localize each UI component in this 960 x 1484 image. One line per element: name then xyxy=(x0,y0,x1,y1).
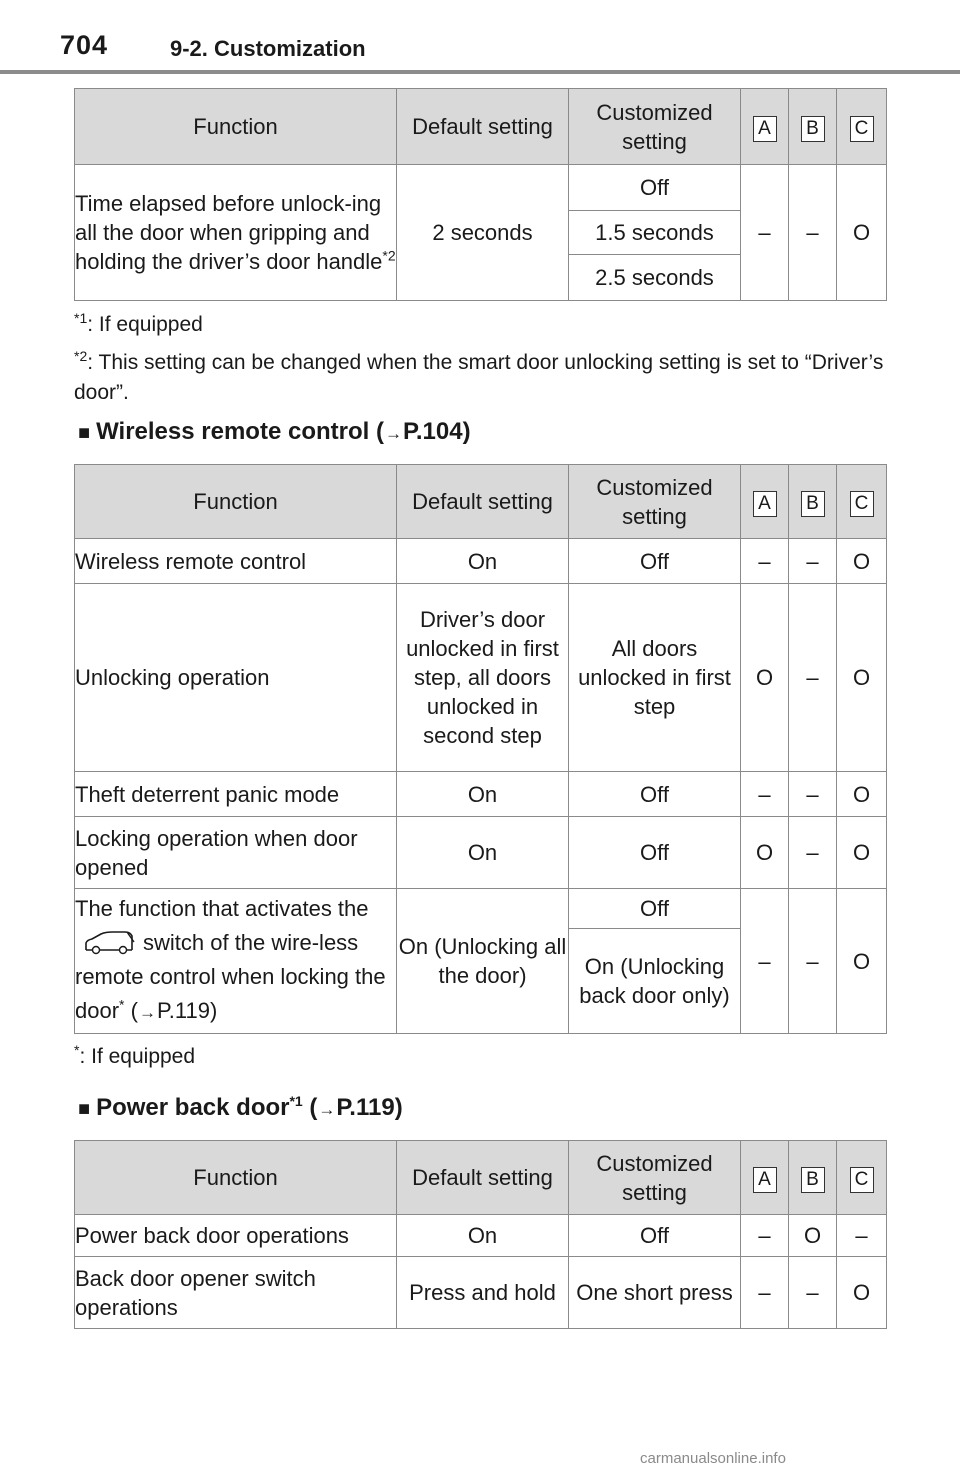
label-b: B xyxy=(801,491,825,517)
label-c: C xyxy=(850,491,874,517)
function-cell: Theft deterrent panic mode xyxy=(75,772,397,817)
default-cell: On xyxy=(397,539,569,584)
footnote-mark: *2 xyxy=(382,247,396,264)
function-text: switch of the wire-less remote control when locking the door xyxy=(75,930,386,1023)
column-header-a xyxy=(741,465,789,539)
watermark: carmanualsonline.info xyxy=(640,1450,786,1467)
table-header-row xyxy=(75,465,887,539)
option-cell: Off xyxy=(569,165,741,211)
table-row xyxy=(75,772,887,817)
column-header-customized: Customized setting xyxy=(569,1141,741,1215)
function-text: The function that activates the xyxy=(75,896,369,921)
b-cell: – xyxy=(789,1257,837,1329)
section-title: 9-2. Customization xyxy=(170,36,366,61)
default-cell: On xyxy=(397,817,569,889)
a-cell: – xyxy=(741,1257,789,1329)
subsection-heading xyxy=(78,1094,403,1122)
a-cell: – xyxy=(741,889,789,1034)
page-reference[interactable]: P.104) xyxy=(402,418,471,445)
footnote xyxy=(74,1042,195,1072)
option-cell: Off xyxy=(569,889,741,929)
column-header-function: Function xyxy=(75,1141,397,1215)
customized-cell: Off xyxy=(569,1215,741,1257)
table-row xyxy=(75,1215,887,1257)
option-cell: 2.5 seconds xyxy=(569,255,741,301)
page-number: 704 xyxy=(60,30,109,60)
page-reference[interactable]: P.119) xyxy=(156,998,218,1023)
c-cell: – xyxy=(837,1215,887,1257)
b-cell: – xyxy=(789,817,837,889)
c-cell: O xyxy=(837,539,887,584)
default-cell: On xyxy=(397,772,569,817)
table-row xyxy=(75,1257,887,1329)
back-door-icon xyxy=(83,930,135,956)
a-cell: O xyxy=(741,584,789,772)
heading-text: Power back door xyxy=(96,1094,290,1121)
function-cell: Wireless remote control xyxy=(75,539,397,584)
b-cell: – xyxy=(789,584,837,772)
label-a: A xyxy=(753,1167,777,1193)
function-cell: Power back door operations xyxy=(75,1215,397,1257)
b-cell: – xyxy=(789,889,837,1034)
b-cell: – xyxy=(789,165,837,301)
function-text: Time elapsed before unlock-ing all the door when gripping and holding the driver’s door handle xyxy=(75,191,383,274)
c-cell: O xyxy=(837,165,887,301)
table-header-row xyxy=(75,89,887,165)
column-header-default: Default setting xyxy=(397,465,569,539)
option-cell: On (Unlocking back door only) xyxy=(569,929,741,1034)
label-a: A xyxy=(753,116,777,142)
settings-table-wireless-remote xyxy=(74,464,887,1034)
settings-table-power-back-door xyxy=(74,1140,887,1329)
function-cell: Back door opener switch operations xyxy=(75,1257,397,1329)
b-cell: – xyxy=(789,539,837,584)
table-row xyxy=(75,889,887,929)
footnote-mark: * xyxy=(119,996,125,1013)
table-row xyxy=(75,539,887,584)
column-header-function: Function xyxy=(75,465,397,539)
function-cell: Locking operation when door opened xyxy=(75,817,397,889)
footnote-text: : If equipped xyxy=(87,313,203,336)
paren: ( xyxy=(130,998,138,1023)
default-cell: On xyxy=(397,1215,569,1257)
subsection-heading xyxy=(78,418,471,446)
default-cell: On (Unlocking all the door) xyxy=(397,889,569,1034)
column-header-customized: Customized setting xyxy=(569,465,741,539)
customized-cell: Off xyxy=(569,772,741,817)
label-b: B xyxy=(801,1167,825,1193)
page-reference[interactable]: P.119) xyxy=(336,1094,403,1121)
a-cell: – xyxy=(741,772,789,817)
c-cell: O xyxy=(837,817,887,889)
column-header-a xyxy=(741,89,789,165)
square-bullet-icon: ■ xyxy=(78,1098,91,1120)
footnote-text: : This setting can be changed when the smart door unlocking setting is set to “Driver’s door”. xyxy=(74,351,884,404)
footnote xyxy=(74,348,894,408)
function-cell: Unlocking operation xyxy=(75,584,397,772)
column-header-c xyxy=(837,89,887,165)
default-cell: Driver’s door unlocked in first step, all doors unlocked in second step xyxy=(397,584,569,772)
customized-cell: Off xyxy=(569,539,741,584)
a-cell: – xyxy=(741,165,789,301)
footnote xyxy=(74,310,203,340)
a-cell: – xyxy=(741,1215,789,1257)
b-cell: – xyxy=(789,772,837,817)
label-a: A xyxy=(753,491,777,517)
a-cell: – xyxy=(741,539,789,584)
footnote-mark: *1 xyxy=(289,1093,303,1109)
b-cell: O xyxy=(789,1215,837,1257)
footnote-mark: *2 xyxy=(74,348,88,364)
arrow-icon: → xyxy=(138,1003,156,1022)
table-row xyxy=(75,817,887,889)
header-rule xyxy=(0,70,960,74)
a-cell: O xyxy=(741,817,789,889)
arrow-icon: → xyxy=(384,424,402,443)
square-bullet-icon: ■ xyxy=(78,422,91,444)
table-row xyxy=(75,584,887,772)
footnote-mark: *1 xyxy=(74,310,88,326)
table-header-row xyxy=(75,1141,887,1215)
paren: ( xyxy=(309,1094,318,1121)
column-header-default: Default setting xyxy=(397,89,569,165)
c-cell: O xyxy=(837,584,887,772)
customized-cell: All doors unlocked in first step xyxy=(569,584,741,772)
column-header-b xyxy=(789,465,837,539)
customized-cell: One short press xyxy=(569,1257,741,1329)
customized-cell: Off xyxy=(569,817,741,889)
column-header-b xyxy=(789,89,837,165)
default-cell: Press and hold xyxy=(397,1257,569,1329)
function-cell xyxy=(75,165,397,301)
option-cell: 1.5 seconds xyxy=(569,211,741,255)
column-header-c xyxy=(837,465,887,539)
footnote-mark: * xyxy=(74,1042,80,1058)
column-header-default: Default setting xyxy=(397,1141,569,1215)
label-b: B xyxy=(801,116,825,142)
column-header-b xyxy=(789,1141,837,1215)
c-cell: O xyxy=(837,889,887,1034)
column-header-function: Function xyxy=(75,89,397,165)
table-row xyxy=(75,165,887,211)
label-c: C xyxy=(850,116,874,142)
arrow-icon: → xyxy=(318,1100,336,1119)
settings-table-smart-door xyxy=(74,88,887,301)
heading-text: Wireless remote control ( xyxy=(96,418,384,445)
label-c: C xyxy=(850,1167,874,1193)
default-cell: 2 seconds xyxy=(397,165,569,301)
column-header-c xyxy=(837,1141,887,1215)
page-header xyxy=(0,0,960,76)
c-cell: O xyxy=(837,1257,887,1329)
column-header-a xyxy=(741,1141,789,1215)
function-cell xyxy=(75,889,397,1034)
column-header-customized: Customized setting xyxy=(569,89,741,165)
c-cell: O xyxy=(837,772,887,817)
footnote-text: : If equipped xyxy=(79,1045,196,1068)
